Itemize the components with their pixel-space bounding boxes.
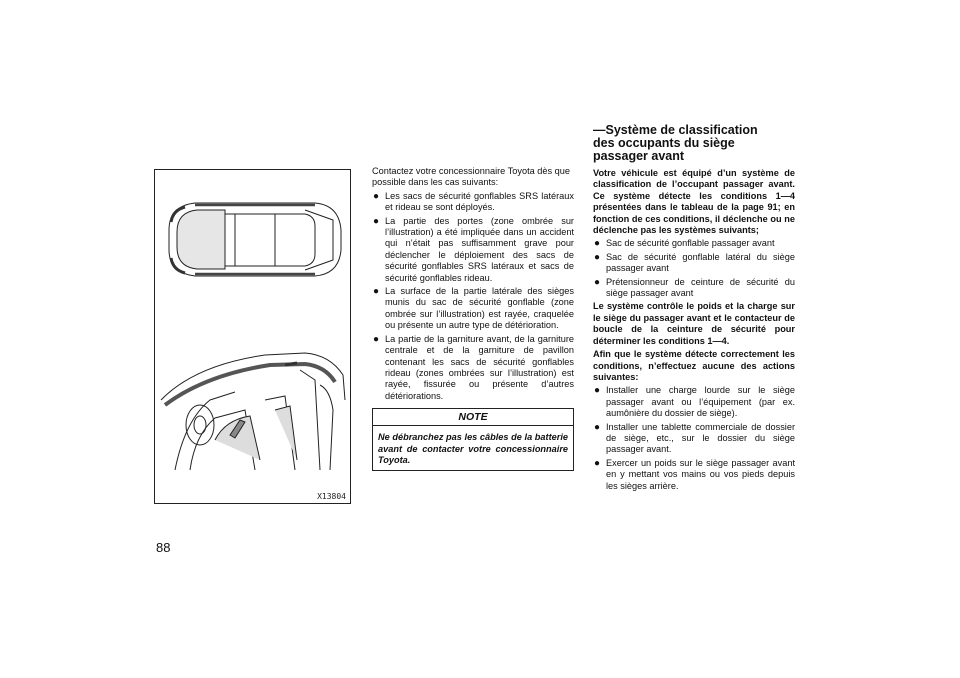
- systems-list: [593, 238, 795, 299]
- right-column: [593, 124, 795, 494]
- car-interior-view-icon: [161, 353, 345, 470]
- intro-text: Contactez votre concessionnaire Toyota dès que possible dans les cas suivants:: [372, 166, 570, 188]
- note-title: NOTE: [373, 409, 573, 426]
- car-illustration: [155, 170, 352, 505]
- list-item: ● Prétensionneur de ceinture de sécurité du siège passager avant: [594, 276, 795, 299]
- bullet-icon: ●: [594, 251, 601, 263]
- list-item: ● Installer une tablette commerciale de dossier de siège, etc., sur le dossier du siège passager avant.: [594, 421, 795, 455]
- bullet-icon: ●: [373, 333, 380, 345]
- list-item: ● Les sacs de sécurité gonflables SRS latéraux et rideau se sont déployés.: [373, 190, 574, 213]
- bullet-icon: ●: [373, 215, 380, 227]
- car-top-view-icon: [169, 203, 341, 276]
- classification-intro: Votre véhicule est équipé d’un système de classification de l’occupant passager avant. Ce système détecte les conditions 1—4 présentées dans le tableau de la page 91; en fonction de ces conditions, il déclenche ou ne déclenche pas les systèmes suivants;: [593, 168, 795, 236]
- avoid-actions-list: [593, 385, 795, 492]
- damage-conditions-list: [372, 191, 574, 402]
- list-item: ● Installer une charge lourde sur le siège passager avant ou l’équipement (par ex. aumônière du dossier de siège).: [594, 385, 795, 419]
- bullet-icon: ●: [373, 286, 380, 298]
- system-control-text: Le système contrôle le poids et la charge sur le siège du passager avant et le contacteur de boucle de la ceinture de sécurité pour déterminer les conditions 1—4.: [593, 301, 795, 346]
- list-item: ● Exercer un poids sur le siège passager avant en y mettant vos mains ou vos pieds depuis les sièges arrière.: [594, 457, 795, 491]
- bullet-icon: ●: [373, 190, 380, 202]
- middle-column: [372, 166, 574, 471]
- airbag-illustration-figure: [154, 169, 351, 504]
- figure-code: X13804: [317, 492, 346, 501]
- bullet-icon: ●: [594, 238, 601, 250]
- list-item: ● Sac de sécurité gonflable latéral du siège passager avant: [594, 251, 795, 274]
- note-box: [372, 408, 574, 471]
- list-item: ● La partie des portes (zone ombrée sur l’illustration) a été impliquée dans un accident qui n’était pas suffisamment grave pour déclencher le déploiement des sacs de sécurité gonflables SRS latéraux et sacs de sécurité gonflables rideau.: [373, 215, 574, 283]
- bullet-icon: ●: [594, 457, 601, 469]
- list-item: ● La surface de la partie latérale des sièges munis du sac de sécurité gonflable (zone ombrée sur l’illustration) est rayée, craquelée ou présente un autre type de détérioration.: [373, 286, 574, 331]
- avoid-actions-intro: Afin que le système détecte correctement les conditions, n’effectuez aucune des actions suivantes:: [593, 349, 795, 382]
- bullet-icon: ●: [594, 421, 601, 433]
- section-title: —Système de classification des occupants du siège passager avant: [593, 123, 758, 163]
- page-number: 88: [156, 540, 171, 555]
- list-item: ● Sac de sécurité gonflable passager avant: [594, 238, 775, 250]
- list-item: ● La partie de la garniture avant, de la garniture centrale et de la garniture de pavillon contenant les sacs de sécurité gonflables rideau (zones ombrées sur l’illustration) est rayée, fissurée ou présente d’autres détériorations.: [373, 333, 574, 401]
- bullet-icon: ●: [594, 276, 601, 288]
- bullet-icon: ●: [594, 385, 601, 397]
- note-body: Ne débranchez pas les câbles de la batterie avant de contacter votre concessionnaire Toyota.: [378, 432, 568, 465]
